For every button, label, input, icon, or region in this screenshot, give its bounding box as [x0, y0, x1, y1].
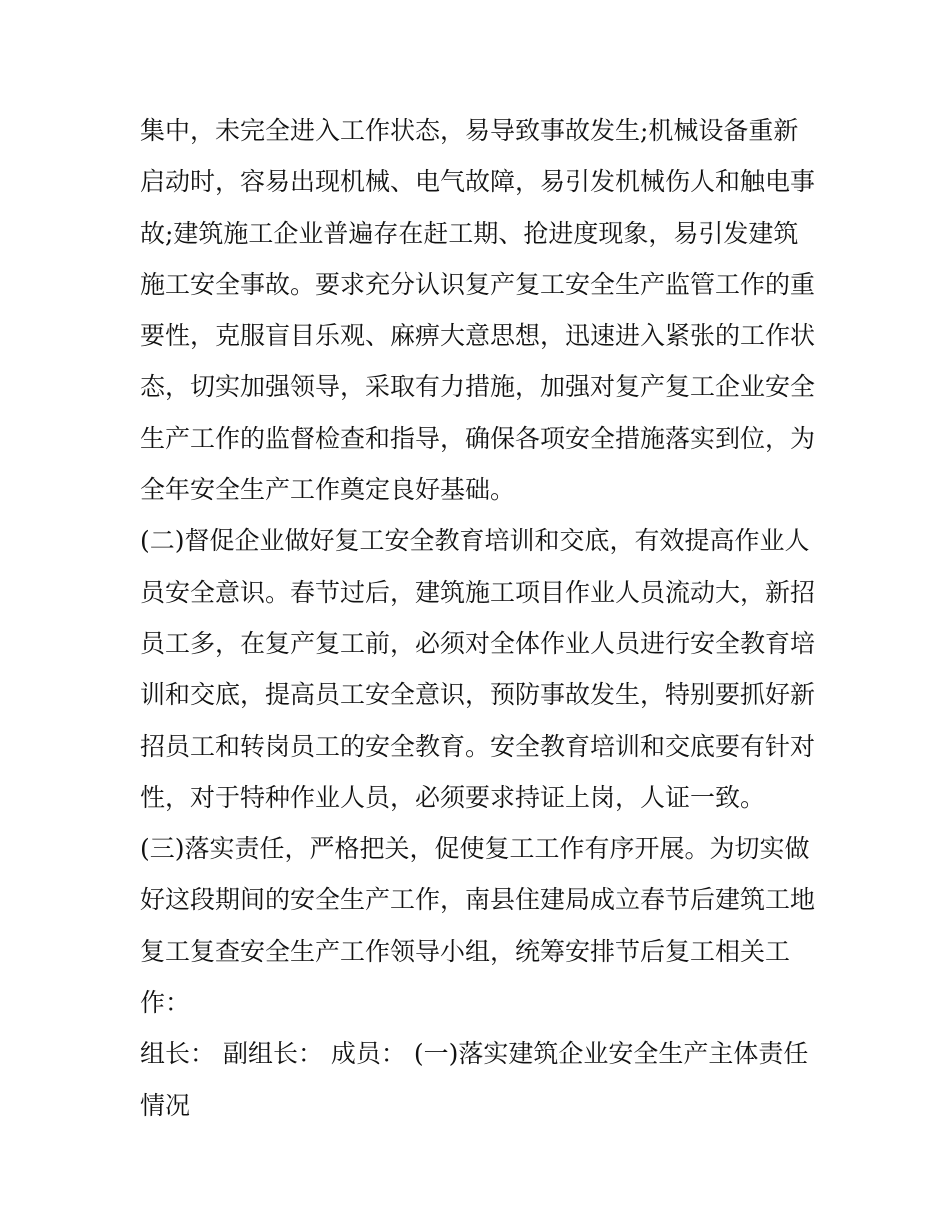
- text-line: 要性，克服盲目乐观、麻痹大意思想，迅速进入紧张的工作状: [140, 321, 816, 351]
- text-line: 故;建筑施工企业普遍存在赶工期、抢进度现象，易引发建筑: [140, 218, 799, 248]
- text-line: (二)督促企业做好复工安全教育培训和交底，有效提高作业人: [140, 526, 810, 556]
- text-line: 复工复查安全生产工作领导小组，统筹安排节后复工相关工: [140, 936, 791, 966]
- text-line: 训和交底，提高员工安全意识，预防事故发生，特别要抓好新: [140, 680, 816, 710]
- text-line: (三)落实责任，严格把关，促使复工工作有序开展。为切实做: [140, 834, 810, 864]
- text-line: 员安全意识。春节过后，建筑施工项目作业人员流动大，新招: [140, 577, 816, 607]
- text-line: 作：: [140, 988, 191, 1018]
- text-line: 组长： 副组长： 成员： (一)落实建筑企业安全生产主体责任: [140, 1039, 809, 1069]
- text-line: 全年安全生产工作奠定良好基础。: [140, 475, 516, 505]
- text-line: 员工多，在复产复工前，必须对全体作业人员进行安全教育培: [140, 628, 816, 658]
- text-line: 情况: [140, 1090, 191, 1120]
- text-line: 集中，未完全进入工作状态，易导致事故发生;机械设备重新: [140, 116, 799, 145]
- text-line: 招员工和转岗员工的安全教育。安全教育培训和交底要有针对: [140, 731, 816, 761]
- body-text: [140, 105, 830, 1131]
- text-line: 启动时，容易出现机械、电气故障，易引发机械伤人和触电事: [140, 167, 816, 197]
- text-line: 生产工作的监督检查和指导，确保各项安全措施落实到位，为: [140, 423, 816, 453]
- text-line: 施工安全事故。要求充分认识复产复工安全生产监管工作的重: [140, 269, 816, 299]
- text-line: 态，切实加强领导，采取有力措施，加强对复产复工企业安全: [140, 372, 816, 402]
- text-line: 性，对于特种作业人员，必须要求持证上岗，人证一致。: [140, 782, 766, 812]
- text-line: 好这段期间的安全生产工作，南县住建局成立春节后建筑工地: [140, 885, 816, 915]
